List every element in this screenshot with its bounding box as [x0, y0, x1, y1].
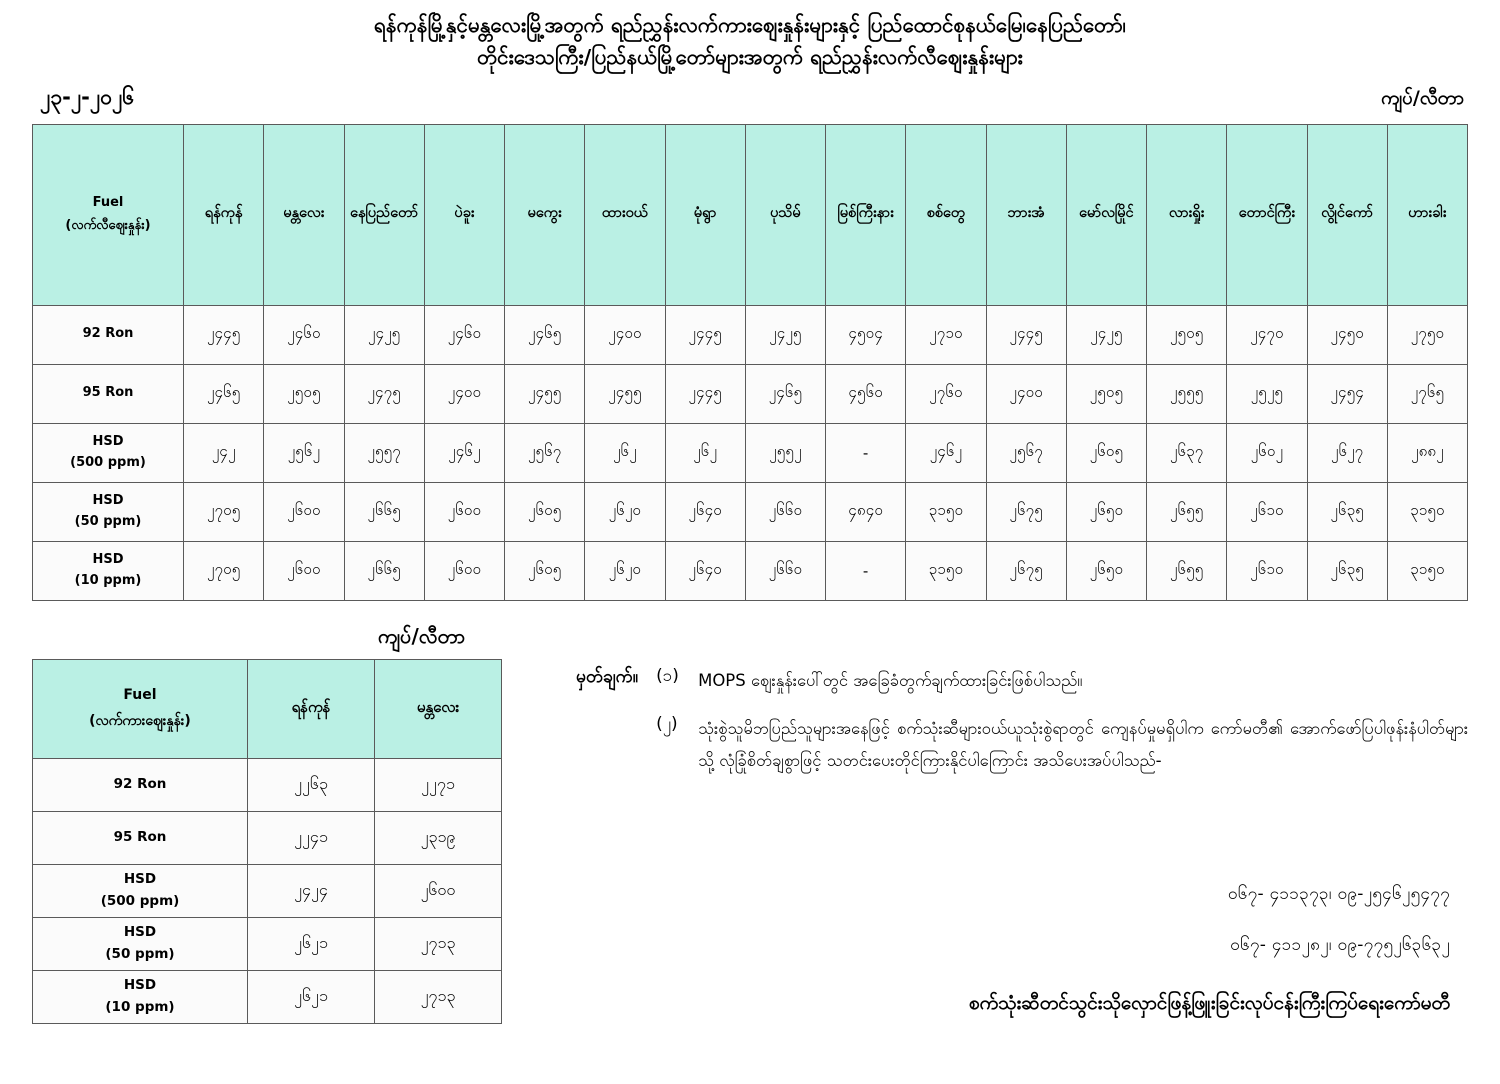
retail-price-table — [32, 124, 1468, 601]
column-header-city: ရန်ကုန် — [248, 659, 375, 758]
row-label-fuel — [33, 364, 184, 423]
column-header-city: မုံရွာ — [665, 124, 745, 305]
price-cell: ၂၆၀၀ — [264, 482, 344, 541]
price-cell: ၂၆၀၀ — [375, 864, 502, 917]
column-header-city: ထားဝယ် — [585, 124, 665, 305]
price-cell: ၂၅၅၇ — [344, 423, 424, 482]
row-label-line-1: 92 Ron — [113, 775, 167, 792]
row-label-fuel — [33, 305, 184, 364]
row-label-line-2: (500 ppm) — [70, 454, 146, 470]
note-number: (၁) — [656, 665, 679, 686]
price-cell: ၂၅၀၅ — [264, 364, 344, 423]
contact-phones — [1228, 883, 1450, 985]
notes-heading: မှတ်ချက်။ — [576, 666, 639, 687]
table-row — [33, 917, 502, 970]
price-cell: ၂၆၄၀ — [665, 541, 745, 600]
meta-row — [0, 84, 1500, 118]
price-cell: ၂၆၃၅ — [1307, 541, 1387, 600]
column-header-city: မန္တလေး — [375, 659, 502, 758]
table-row — [33, 758, 502, 811]
price-cell: ၂၅၆၂ — [264, 423, 344, 482]
price-cell: ၂၄၅၄ — [1307, 364, 1387, 423]
price-cell: ၂၆၂၀ — [585, 482, 665, 541]
price-cell: ၂၂၆၃ — [248, 758, 375, 811]
price-cell: ၂၆၀၂ — [1227, 423, 1307, 482]
price-cell: ၂၆၃၅ — [1307, 482, 1387, 541]
price-cell: ၂၄၂၅ — [1066, 305, 1146, 364]
price-cell: ၂၆၆၅ — [344, 482, 424, 541]
wholesale-price-table-body — [33, 758, 502, 1023]
price-cell: - — [826, 541, 906, 600]
row-label-fuel — [33, 423, 184, 482]
price-cell: ၂၄၅၅ — [505, 364, 585, 423]
price-cell: ၂၄၂၄ — [248, 864, 375, 917]
fuel-header-line-1: Fuel — [123, 687, 157, 704]
price-cell: ၂၆၀၅ — [1066, 423, 1146, 482]
column-header-city: မန္တလေး — [264, 124, 344, 305]
price-cell: ၂၆၆၅ — [344, 541, 424, 600]
price-cell: ၂၄၇၀ — [1227, 305, 1307, 364]
fuel-header-line-1: Fuel — [92, 195, 124, 211]
notes-section — [576, 665, 1476, 1014]
price-cell: ၂၆၇၅ — [986, 541, 1066, 600]
price-cell: ၂၆၀၀ — [424, 482, 504, 541]
issuing-organization: စက်သုံးဆီတင်သွင်းသိုလှောင်ဖြန့်ဖြူးခြင်းလုပ်ငန်းကြီးကြပ်ရေးကော်မတီ — [968, 991, 1450, 1014]
price-cell: ၂၅၂၅ — [1227, 364, 1307, 423]
row-label-fuel — [33, 864, 248, 917]
row-label-line-2: (500 ppm) — [100, 892, 180, 909]
wholesale-price-table-head — [33, 659, 502, 758]
row-label-line-1: HSD — [92, 433, 124, 449]
table-row — [33, 541, 1468, 600]
price-cell: ၂၄၂ — [184, 423, 264, 482]
price-cell: ၂၇၀၅ — [184, 541, 264, 600]
price-cell: ၂၅၆၇ — [986, 423, 1066, 482]
price-cell: ၂၆၀၅ — [505, 482, 585, 541]
row-label-fuel — [33, 811, 248, 864]
price-cell: ၂၄၀၀ — [424, 364, 504, 423]
price-cell: ၂၇၁၀ — [906, 305, 986, 364]
price-cell: ၂၄၄၅ — [184, 305, 264, 364]
column-header-city: လားရှိုး — [1147, 124, 1227, 305]
price-cell: ၂၅၀၅ — [1147, 305, 1227, 364]
price-cell: ၂၆၁၀ — [1227, 541, 1307, 600]
row-label-fuel — [33, 758, 248, 811]
price-cell: ၂၄၄၅ — [665, 305, 745, 364]
price-cell: ၂၆၂၁ — [248, 917, 375, 970]
retail-price-table-head — [33, 124, 1468, 305]
price-cell: ၄၈၄၀ — [826, 482, 906, 541]
price-cell: ၂၅၅၂ — [745, 423, 825, 482]
price-cell: ၂၂၄၁ — [248, 811, 375, 864]
price-cell: ၂၄၆၀ — [264, 305, 344, 364]
unit-label-main: ကျပ်/လီတာ — [1381, 86, 1464, 109]
table-row — [33, 811, 502, 864]
price-cell: ၂၇၆၀ — [906, 364, 986, 423]
row-label-line-1: HSD — [92, 551, 124, 567]
effective-date: ၂၃-၂-၂၀၂၆ — [40, 84, 135, 109]
retail-price-table-body — [33, 305, 1468, 600]
lower-section — [0, 623, 1500, 1023]
wholesale-price-table — [32, 659, 502, 1024]
column-header-city: နေပြည်တော် — [344, 124, 424, 305]
table-row — [33, 970, 502, 1023]
column-header-city: ဟားခါး — [1387, 124, 1467, 305]
price-cell: ၂၆၅၅ — [1147, 482, 1227, 541]
price-cell: ၂၆၂ — [665, 423, 745, 482]
price-cell: ၂၆၃၇ — [1147, 423, 1227, 482]
price-cell: ၄၅၆၀ — [826, 364, 906, 423]
row-label-line-1: 95 Ron — [82, 385, 134, 401]
row-label-line-2: (10 ppm) — [105, 998, 175, 1015]
table-row — [33, 305, 1468, 364]
note-text: MOPS ဈေးနှုန်းပေါ်တွင် အခြေခံတွက်ချက်ထားခြင်းဖြစ်ပါသည်။ — [698, 670, 1083, 690]
price-cell: ၂၆၀၅ — [505, 541, 585, 600]
price-cell: ၂၇၅၀ — [1387, 305, 1467, 364]
row-label-line-1: HSD — [92, 492, 124, 508]
price-cell: ၂၆၂ — [585, 423, 665, 482]
note-item — [576, 713, 1476, 777]
page-title-line-1: ရန်ကုန်မြို့နှင့်မန္တလေးမြို့အတွက် ရည်ညွှန်းလက်ကားဈေးနှုန်းများနှင့် ပြည်ထောင်စုနယ်မြေ၊နေပြည်တော်၊ — [374, 13, 1126, 37]
row-label-fuel — [33, 970, 248, 1023]
row-label-fuel — [33, 917, 248, 970]
unit-label-wholesale: ကျပ်/လီတာ — [378, 623, 466, 648]
row-label-line-1: 92 Ron — [82, 326, 134, 342]
column-header-fuel — [33, 124, 184, 305]
price-cell: ၂၅၀၅ — [1066, 364, 1146, 423]
column-header-city: လွိုင်ကော် — [1307, 124, 1387, 305]
column-header-city: ပဲခူး — [424, 124, 504, 305]
row-label-fuel — [33, 541, 184, 600]
column-header-fuel — [33, 659, 248, 758]
row-label-line-2: (50 ppm) — [105, 945, 175, 962]
price-cell: ၂၅၅၅ — [1147, 364, 1227, 423]
price-cell: ၂၆၂၇ — [1307, 423, 1387, 482]
table-row — [33, 864, 502, 917]
price-cell: ၂၆၅၀ — [1066, 482, 1146, 541]
price-cell: ၂၄၆၂ — [906, 423, 986, 482]
price-cell: ၂၄၆၅ — [184, 364, 264, 423]
table-header-row — [33, 659, 502, 758]
price-cell: ၂၆၀၀ — [264, 541, 344, 600]
price-cell: ၂၄၆၅ — [745, 364, 825, 423]
row-label-line-1: 95 Ron — [113, 828, 167, 845]
price-cell: ၂၆၆၀ — [745, 541, 825, 600]
price-cell: ၂၆၁၀ — [1227, 482, 1307, 541]
price-cell: ၂၆၄၀ — [665, 482, 745, 541]
price-cell: ၂၄၆၀ — [424, 305, 504, 364]
phone-line: ၀၆၇- ၄၁၁၂၈၂၊ ၀၉-၇၇၅၂၆၃၆၃၂ — [1230, 934, 1450, 955]
price-cell: ၂၇၀၅ — [184, 482, 264, 541]
price-cell: ၂၄၄၅ — [665, 364, 745, 423]
row-label-line-1: HSD — [123, 976, 157, 993]
price-cell: ၃၁၅၀ — [1387, 541, 1467, 600]
column-header-city: တောင်ကြီး — [1227, 124, 1307, 305]
price-cell: ၂၄၀၀ — [986, 364, 1066, 423]
price-cell: ၂၃၁၉ — [375, 811, 502, 864]
price-cell: ၃၁၅၀ — [906, 482, 986, 541]
price-cell: ၂၄၆၅ — [505, 305, 585, 364]
price-cell: ၂၄၂၅ — [344, 305, 424, 364]
price-cell: ၂၆၅၅ — [1147, 541, 1227, 600]
price-cell: ၂၆၂၀ — [585, 541, 665, 600]
column-header-city: ဘားအံ — [986, 124, 1066, 305]
document-title-block — [0, 0, 1500, 74]
price-cell: ၂၇၁၃ — [375, 970, 502, 1023]
note-number: (၂) — [656, 713, 678, 734]
column-header-city: မြစ်ကြီးနား — [826, 124, 906, 305]
column-header-city: ပုသိမ် — [745, 124, 825, 305]
price-cell: ၂၆၂၁ — [248, 970, 375, 1023]
column-header-city: စစ်တွေ — [906, 124, 986, 305]
price-cell: ၂၄၄၅ — [986, 305, 1066, 364]
price-cell: ၂၇၆၅ — [1387, 364, 1467, 423]
row-label-line-2: (10 ppm) — [74, 572, 142, 588]
page-title-line-2: တိုင်းဒေသကြီး/ပြည်နယ်မြို့တော်များအတွက် ရည်ညွှန်းလက်လီဈေးနှုန်းများ — [477, 44, 1023, 69]
price-cell: ၂၆၇၅ — [986, 482, 1066, 541]
price-cell: ၂၅၆၇ — [505, 423, 585, 482]
price-cell: ၂၄၀၀ — [585, 305, 665, 364]
column-header-city: မော်လမြိုင် — [1066, 124, 1146, 305]
fuel-header-line-2: (လက်လီဈေးနှုန်း) — [65, 217, 151, 233]
note-text: သုံးစွဲသူမိဘပြည်သူများအနေဖြင့် စက်သုံးဆီများဝယ်ယူသုံးစွဲရာတွင် ကျေနပ်မှုမရှိပါက ကော်မတီ၏ အောက်ဖော်ပြပါဖုန်းနံပါတ်များသို့ လုံခြုံစိတ်ချစွာဖြင့် သတင်းပေးတိုင်ကြားနိုင်ပါကြောင်း အသိပေးအပ်ပါသည်- — [698, 718, 1469, 770]
price-cell: ၂၆၅၀ — [1066, 541, 1146, 600]
price-cell: ၂၇၁၃ — [375, 917, 502, 970]
price-cell: ၃၁၅၀ — [906, 541, 986, 600]
price-cell: - — [826, 423, 906, 482]
row-label-line-1: HSD — [123, 923, 157, 940]
price-cell: ၃၁၅၀ — [1387, 482, 1467, 541]
price-cell: ၂၈၈၂ — [1387, 423, 1467, 482]
row-label-fuel — [33, 482, 184, 541]
table-row — [33, 482, 1468, 541]
column-header-city: မကွေး — [505, 124, 585, 305]
row-label-line-2: (50 ppm) — [74, 513, 142, 529]
price-cell: ၂၆၀၀ — [424, 541, 504, 600]
fuel-header-line-2: (လက်ကားဈေးနှုန်း) — [89, 712, 191, 729]
phone-line: ၀၆၇- ၄၁၁၃၇၃၊ ၀၉-၂၅၄၆၂၅၄၇၇ — [1227, 883, 1450, 904]
table-row — [33, 423, 1468, 482]
note-item — [576, 665, 1476, 697]
table-row — [33, 364, 1468, 423]
price-cell: ၂၄၅၅ — [585, 364, 665, 423]
table-header-row — [33, 124, 1468, 305]
price-cell: ၂၄၇၅ — [344, 364, 424, 423]
price-cell: ၂၄၅၀ — [1307, 305, 1387, 364]
price-cell: ၂၆၆၀ — [745, 482, 825, 541]
price-cell: ၂၂၇၁ — [375, 758, 502, 811]
price-cell: ၂၄၆၂ — [424, 423, 504, 482]
price-cell: ၂၄၂၅ — [745, 305, 825, 364]
row-label-line-1: HSD — [123, 870, 157, 887]
price-cell: ၄၅၀၄ — [826, 305, 906, 364]
column-header-city: ရန်ကုန် — [184, 124, 264, 305]
